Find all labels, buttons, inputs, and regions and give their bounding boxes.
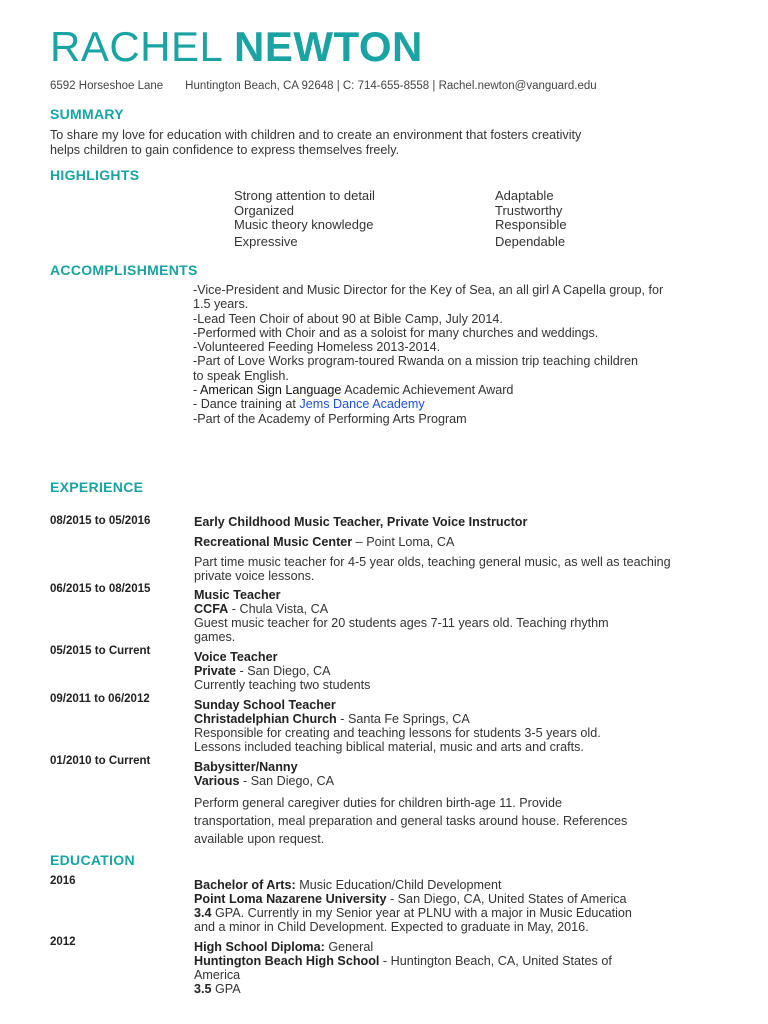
highlight-item: Expressive xyxy=(234,234,298,249)
employer-name: Christadelphian Church xyxy=(194,712,337,726)
highlight-item: Strong attention to detail xyxy=(234,188,375,203)
education-year: 2012 xyxy=(50,936,76,948)
dance-prefix: - Dance training at xyxy=(193,397,300,412)
gpa xyxy=(194,982,754,996)
job-employer xyxy=(194,774,754,788)
accomplishment-line: 1.5 years. xyxy=(193,297,249,312)
accomplishments-list xyxy=(193,283,763,426)
school xyxy=(194,954,754,968)
employer-location: - Santa Fe Springs, CA xyxy=(336,712,470,726)
accomplishment-line: -Volunteered Feeding Homeless 2013-2014. xyxy=(193,340,441,355)
summary-line: To share my love for education with children and to create an environment that fosters creativity xyxy=(50,128,582,142)
accomplishment-line: -Part of the Academy of Performing Arts Program xyxy=(193,411,467,426)
accomplishment-line: -Performed with Choir and as a soloist for many churches and weddings. xyxy=(193,325,599,340)
contact-info xyxy=(50,80,597,92)
accomplishment-line: to speak English. xyxy=(193,368,289,383)
highlight-item: Trustworthy xyxy=(495,203,563,218)
job-dates: 09/2011 to 06/2012 xyxy=(50,693,150,705)
school-location: - San Diego, CA, United States of America xyxy=(386,892,627,906)
job-employer xyxy=(194,712,754,726)
employer-name: Recreational Music Center xyxy=(194,535,353,549)
award-text: Academic Achievement Award xyxy=(341,383,514,398)
job-entry xyxy=(194,588,754,644)
job-entry xyxy=(194,698,754,754)
gpa-text: GPA. Currently in my Senior year at PLNU with a major in Music Education xyxy=(211,906,632,920)
education-entry xyxy=(194,940,754,996)
employer-name: Private xyxy=(194,664,237,678)
accomplishment-line: -Lead Teen Choir of about 90 at Bible Camp, July 2014. xyxy=(193,311,503,326)
job-description: games. xyxy=(194,630,236,644)
school xyxy=(194,892,754,906)
job-entry xyxy=(194,760,754,848)
employer-name: CCFA xyxy=(194,602,229,616)
highlight-item: Organized xyxy=(234,203,294,218)
job-title: Early Childhood Music Teacher, Private Voice Instructor xyxy=(194,515,528,529)
accomplishment-line xyxy=(193,397,763,411)
job-title: Sunday School Teacher xyxy=(194,698,336,712)
accomplishment-line xyxy=(193,383,763,397)
job-dates: 05/2015 to Current xyxy=(50,645,151,657)
school-name: Point Loma Nazarene University xyxy=(194,892,387,906)
dance-academy-link[interactable]: Jems Dance Academy xyxy=(299,397,425,412)
summary-text xyxy=(50,128,750,158)
employer-location: - San Diego, CA xyxy=(239,774,334,788)
job-employer xyxy=(194,602,754,616)
gpa-value: 3.4 xyxy=(194,906,212,920)
job-dates: 08/2015 to 05/2016 xyxy=(50,515,151,527)
contact-line: Huntington Beach, CA 92648 | C: 714-655-8558 | Rachel.newton@vanguard.edu xyxy=(185,80,597,92)
job-description: Guest music teacher for 20 students ages 7-11 years old. Teaching rhythm xyxy=(194,616,609,630)
asl-award-highlight: American Sign Language xyxy=(200,383,342,398)
accomplishment-line: -Part of Love Works program-toured Rwanda on a mission trip teaching children xyxy=(193,354,638,369)
job-description: Currently teaching two students xyxy=(194,678,371,692)
degree-label: Bachelor of Arts: xyxy=(194,878,296,892)
last-name: NEWTON xyxy=(234,23,423,70)
job-entry xyxy=(194,515,754,583)
employer-name: Various xyxy=(194,774,240,788)
degree xyxy=(194,878,754,892)
employer-location: – Point Loma, CA xyxy=(352,535,455,549)
address: 6592 Horseshoe Lane xyxy=(50,80,164,92)
job-dates: 01/2010 to Current xyxy=(50,755,151,767)
degree-name: Music Education/Child Development xyxy=(295,878,502,892)
degree xyxy=(194,940,754,954)
school-location-cont: America xyxy=(194,968,241,982)
job-title: Music Teacher xyxy=(194,588,281,602)
bullet-prefix: - xyxy=(193,383,200,398)
gpa xyxy=(194,906,754,920)
degree-name: General xyxy=(324,940,374,954)
job-entry xyxy=(194,650,754,692)
job-title: Voice Teacher xyxy=(194,650,278,664)
section-heading-experience: EXPERIENCE xyxy=(50,479,144,495)
job-dates: 06/2015 to 08/2015 xyxy=(50,583,151,595)
employer-location: - San Diego, CA xyxy=(236,664,331,678)
section-heading-summary: SUMMARY xyxy=(50,106,124,122)
education-year: 2016 xyxy=(50,875,76,887)
highlight-item: Music theory knowledge xyxy=(234,217,374,232)
highlight-item: Dependable xyxy=(495,234,566,249)
summary-line: helps children to gain confidence to express themselves freely. xyxy=(50,143,400,157)
job-description: transportation, meal preparation and general tasks around house. References xyxy=(194,814,628,828)
school-location: - Huntington Beach, CA, United States of xyxy=(379,954,612,968)
section-heading-highlights: HIGHLIGHTS xyxy=(50,167,140,183)
section-heading-accomplishments: ACCOMPLISHMENTS xyxy=(50,262,198,278)
employer-location: - Chula Vista, CA xyxy=(228,602,329,616)
school-name: Huntington Beach High School xyxy=(194,954,380,968)
job-title: Babysitter/Nanny xyxy=(194,760,298,774)
accomplishment-line: -Vice-President and Music Director for the Key of Sea, an all girl A Capella group, for xyxy=(193,283,664,297)
job-description: private voice lessons. xyxy=(194,569,315,583)
job-description: Lessons included teaching biblical material, music and arts and crafts. xyxy=(194,740,584,754)
job-employer xyxy=(194,535,754,549)
job-description: Responsible for creating and teaching lessons for students 3-5 years old. xyxy=(194,726,601,740)
job-employer xyxy=(194,664,754,678)
education-note: and a minor in Child Development. Expected to graduate in May, 2016. xyxy=(194,920,589,934)
section-heading-education: EDUCATION xyxy=(50,852,135,868)
highlight-item: Adaptable xyxy=(495,188,554,203)
gpa-text: GPA xyxy=(211,982,241,996)
highlight-item: Responsible xyxy=(495,217,567,232)
first-name: RACHEL xyxy=(50,23,222,70)
job-description: Perform general caregiver duties for children birth-age 11. Provide xyxy=(194,796,562,810)
job-description: Part time music teacher for 4-5 year olds, teaching general music, as well as teaching xyxy=(194,555,671,569)
education-entry xyxy=(194,878,754,934)
job-description: available upon request. xyxy=(194,832,325,846)
candidate-name xyxy=(50,22,423,72)
degree-label: High School Diploma: xyxy=(194,940,325,954)
gpa-value: 3.5 xyxy=(194,982,212,996)
